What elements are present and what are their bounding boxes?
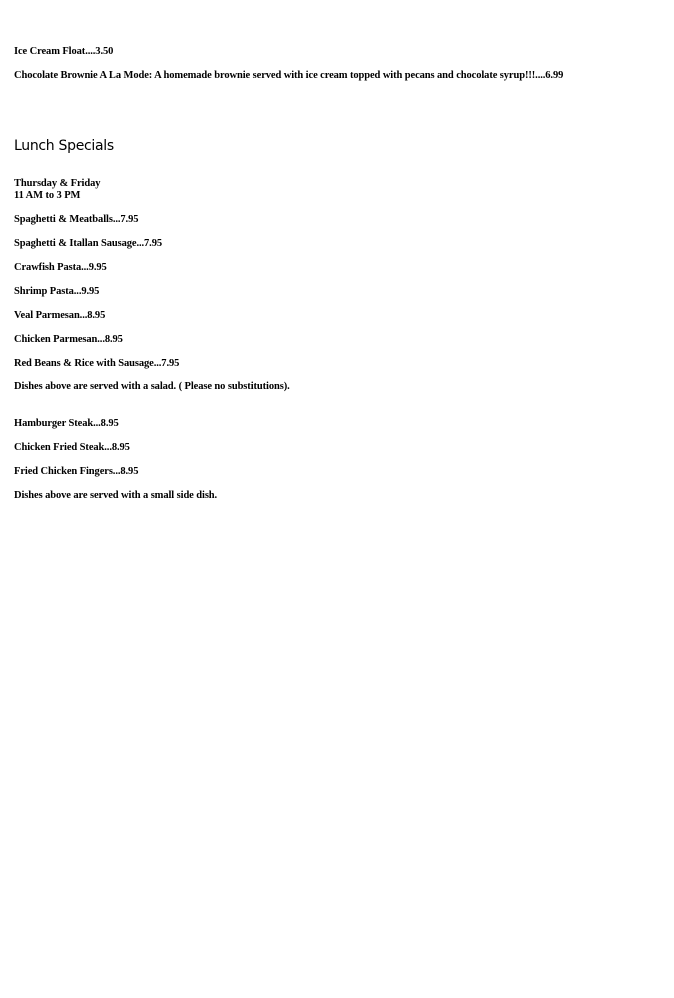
- menu-item: Shrimp Pasta...9.95: [14, 286, 100, 297]
- section-heading-lunch-specials: Lunch Specials: [14, 138, 114, 154]
- menu-item: Chicken Fried Steak...8.95: [14, 442, 130, 453]
- menu-item: Red Beans & Rice with Sausage...7.95: [14, 358, 180, 369]
- menu-item: Chicken Parmesan...8.95: [14, 334, 123, 345]
- side-dish-note: Dishes above are served with a small side dish.: [14, 490, 218, 501]
- lunch-days: Thursday & Friday: [14, 178, 101, 189]
- lunch-hours: 11 AM to 3 PM: [14, 190, 81, 201]
- menu-item: Veal Parmesan...8.95: [14, 310, 106, 321]
- menu-item-ice-cream-float: Ice Cream Float....3.50: [14, 46, 114, 57]
- menu-item: Spaghetti & Meatballs...7.95: [14, 214, 139, 225]
- menu-item: Crawfish Pasta...9.95: [14, 262, 107, 273]
- menu-item: Spaghetti & Itallan Sausage...7.95: [14, 238, 162, 249]
- menu-item-chocolate-brownie: Chocolate Brownie A La Mode: A homemade brownie served with ice cream topped with pecans and chocolate syrup!!!....6.99: [14, 70, 564, 81]
- menu-item: Hamburger Steak...8.95: [14, 418, 119, 429]
- salad-note: Dishes above are served with a salad. ( Please no substitutions).: [14, 381, 290, 392]
- menu-item: Fried Chicken Fingers...8.95: [14, 466, 139, 477]
